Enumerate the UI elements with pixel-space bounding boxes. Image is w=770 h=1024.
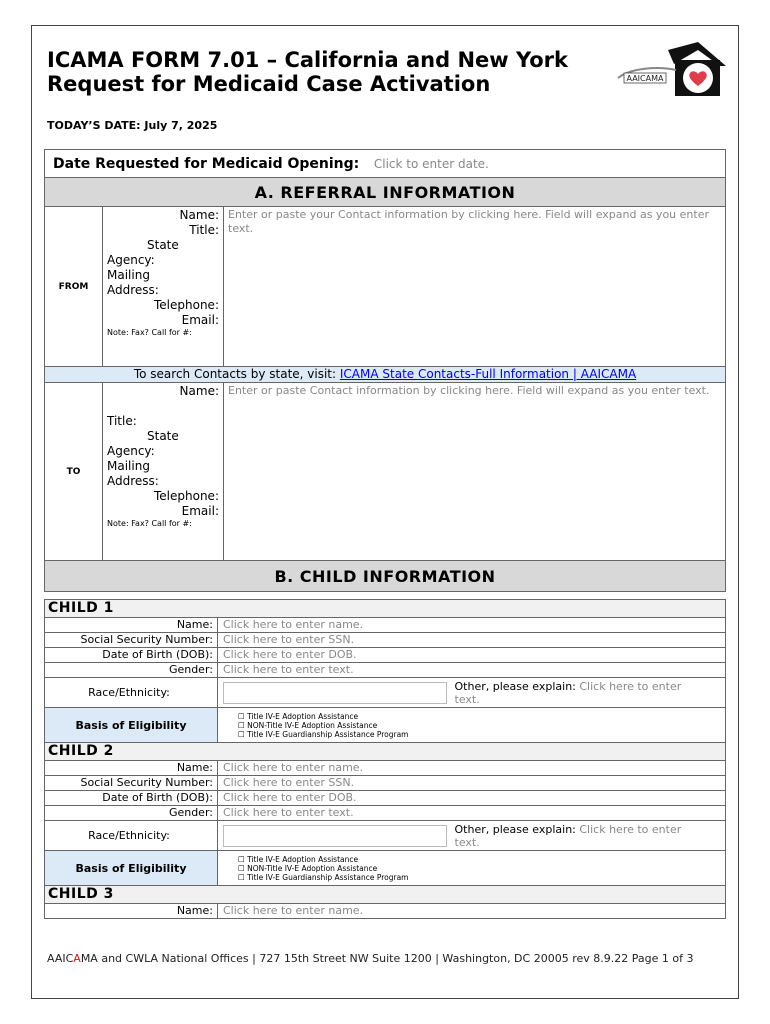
from-label: FROM (45, 207, 103, 367)
checkbox-adoption[interactable]: ☐ Title IV-E Adoption Assistance (238, 711, 359, 721)
name-label: Name: (45, 618, 218, 633)
form-page (31, 25, 739, 999)
basis-label: Basis of Eligibility (45, 708, 218, 743)
search-contacts-row: To search Contacts by state, visit: ICAMA State Contacts-Full Information | AAICAMA (45, 367, 726, 383)
basis-options (218, 851, 726, 886)
to-fields: Name: Title: State Agency: Mailing Address: Telephone: Email: Note: Fax? Call for #: (103, 383, 224, 561)
name-label: Name: (45, 904, 218, 919)
gender-label: Gender: (45, 806, 218, 821)
checkbox-non-title[interactable]: ☐ NON-Title IV-E Adoption Assistance (238, 720, 378, 730)
race-cell (218, 821, 726, 851)
aaicama-logo (610, 40, 728, 100)
checkbox-guardianship[interactable]: ☐ Title IV-E Guardianship Assistance Program (238, 729, 409, 739)
checkbox-non-title[interactable]: ☐ NON-Title IV-E Adoption Assistance (238, 863, 378, 873)
form-title: ICAMA FORM 7.01 – California and New York Request for Medicaid Case Activation (47, 48, 569, 96)
dob-label: Date of Birth (DOB): (45, 791, 218, 806)
date-requested-input[interactable]: Click to enter date. (373, 156, 489, 171)
child-3-header: CHILD 3 (45, 886, 726, 904)
checkbox-guardianship[interactable]: ☐ Title IV-E Guardianship Assistance Program (238, 872, 409, 882)
basis-label: Basis of Eligibility (45, 851, 218, 886)
child-name-input[interactable]: Click here to enter name. (218, 618, 726, 633)
other-explain[interactable]: Other, please explain: Click here to enter text. (454, 822, 682, 849)
child-ssn-input[interactable]: Click here to enter SSN. (218, 776, 726, 791)
child-dob-input[interactable]: Click here to enter DOB. (218, 791, 726, 806)
from-fields: Name: Title: State Agency: Mailing Address: Telephone: Email: Note: Fax? Call for #: (103, 207, 224, 367)
footer: AAICAMA and CWLA National Offices | 727 15th Street NW Suite 1200 | Washington, DC 20005 rev 8.9.22 Page 1 of 3 (47, 952, 694, 965)
child-gender-input[interactable]: Click here to enter text. (218, 663, 726, 678)
ssn-label: Social Security Number: (45, 633, 218, 648)
race-dropdown[interactable] (223, 682, 447, 704)
form-table (44, 149, 726, 592)
race-cell (218, 678, 726, 708)
gender-label: Gender: (45, 663, 218, 678)
basis-options (218, 708, 726, 743)
race-label: Race/Ethnicity: (45, 821, 218, 851)
child-name-input[interactable]: Click here to enter name. (218, 904, 726, 919)
dob-label: Date of Birth (DOB): (45, 648, 218, 663)
checkbox-adoption[interactable]: ☐ Title IV-E Adoption Assistance (238, 854, 359, 864)
child-1-header: CHILD 1 (45, 600, 726, 618)
race-label: Race/Ethnicity: (45, 678, 218, 708)
section-b-header: B. CHILD INFORMATION (45, 561, 726, 592)
child-dob-input[interactable]: Click here to enter DOB. (218, 648, 726, 663)
to-label: TO (45, 383, 103, 561)
child-ssn-input[interactable]: Click here to enter SSN. (218, 633, 726, 648)
race-dropdown[interactable] (223, 825, 447, 847)
child-name-input[interactable]: Click here to enter name. (218, 761, 726, 776)
date-requested-row: Date Requested for Medicaid Opening: Click to enter date. (45, 150, 726, 178)
svg-text:AAICAMA: AAICAMA (626, 74, 664, 83)
section-a-header: A. REFERRAL INFORMATION (45, 178, 726, 207)
todays-date: TODAY’S DATE: July 7, 2025 (47, 119, 218, 132)
other-explain[interactable]: Other, please explain: Click here to enter text. (454, 679, 682, 706)
to-contact-input[interactable]: Enter or paste Contact information by clicking here. Field will expand as you enter text. (224, 383, 726, 561)
child-2-header: CHILD 2 (45, 743, 726, 761)
name-label: Name: (45, 761, 218, 776)
child-gender-input[interactable]: Click here to enter text. (218, 806, 726, 821)
from-contact-input[interactable]: Enter or paste your Contact information by clicking here. Field will expand as you enter text. (224, 207, 726, 367)
child-table (44, 599, 726, 919)
ssn-label: Social Security Number: (45, 776, 218, 791)
contacts-link[interactable]: ICAMA State Contacts-Full Information | AAICAMA (339, 367, 637, 381)
